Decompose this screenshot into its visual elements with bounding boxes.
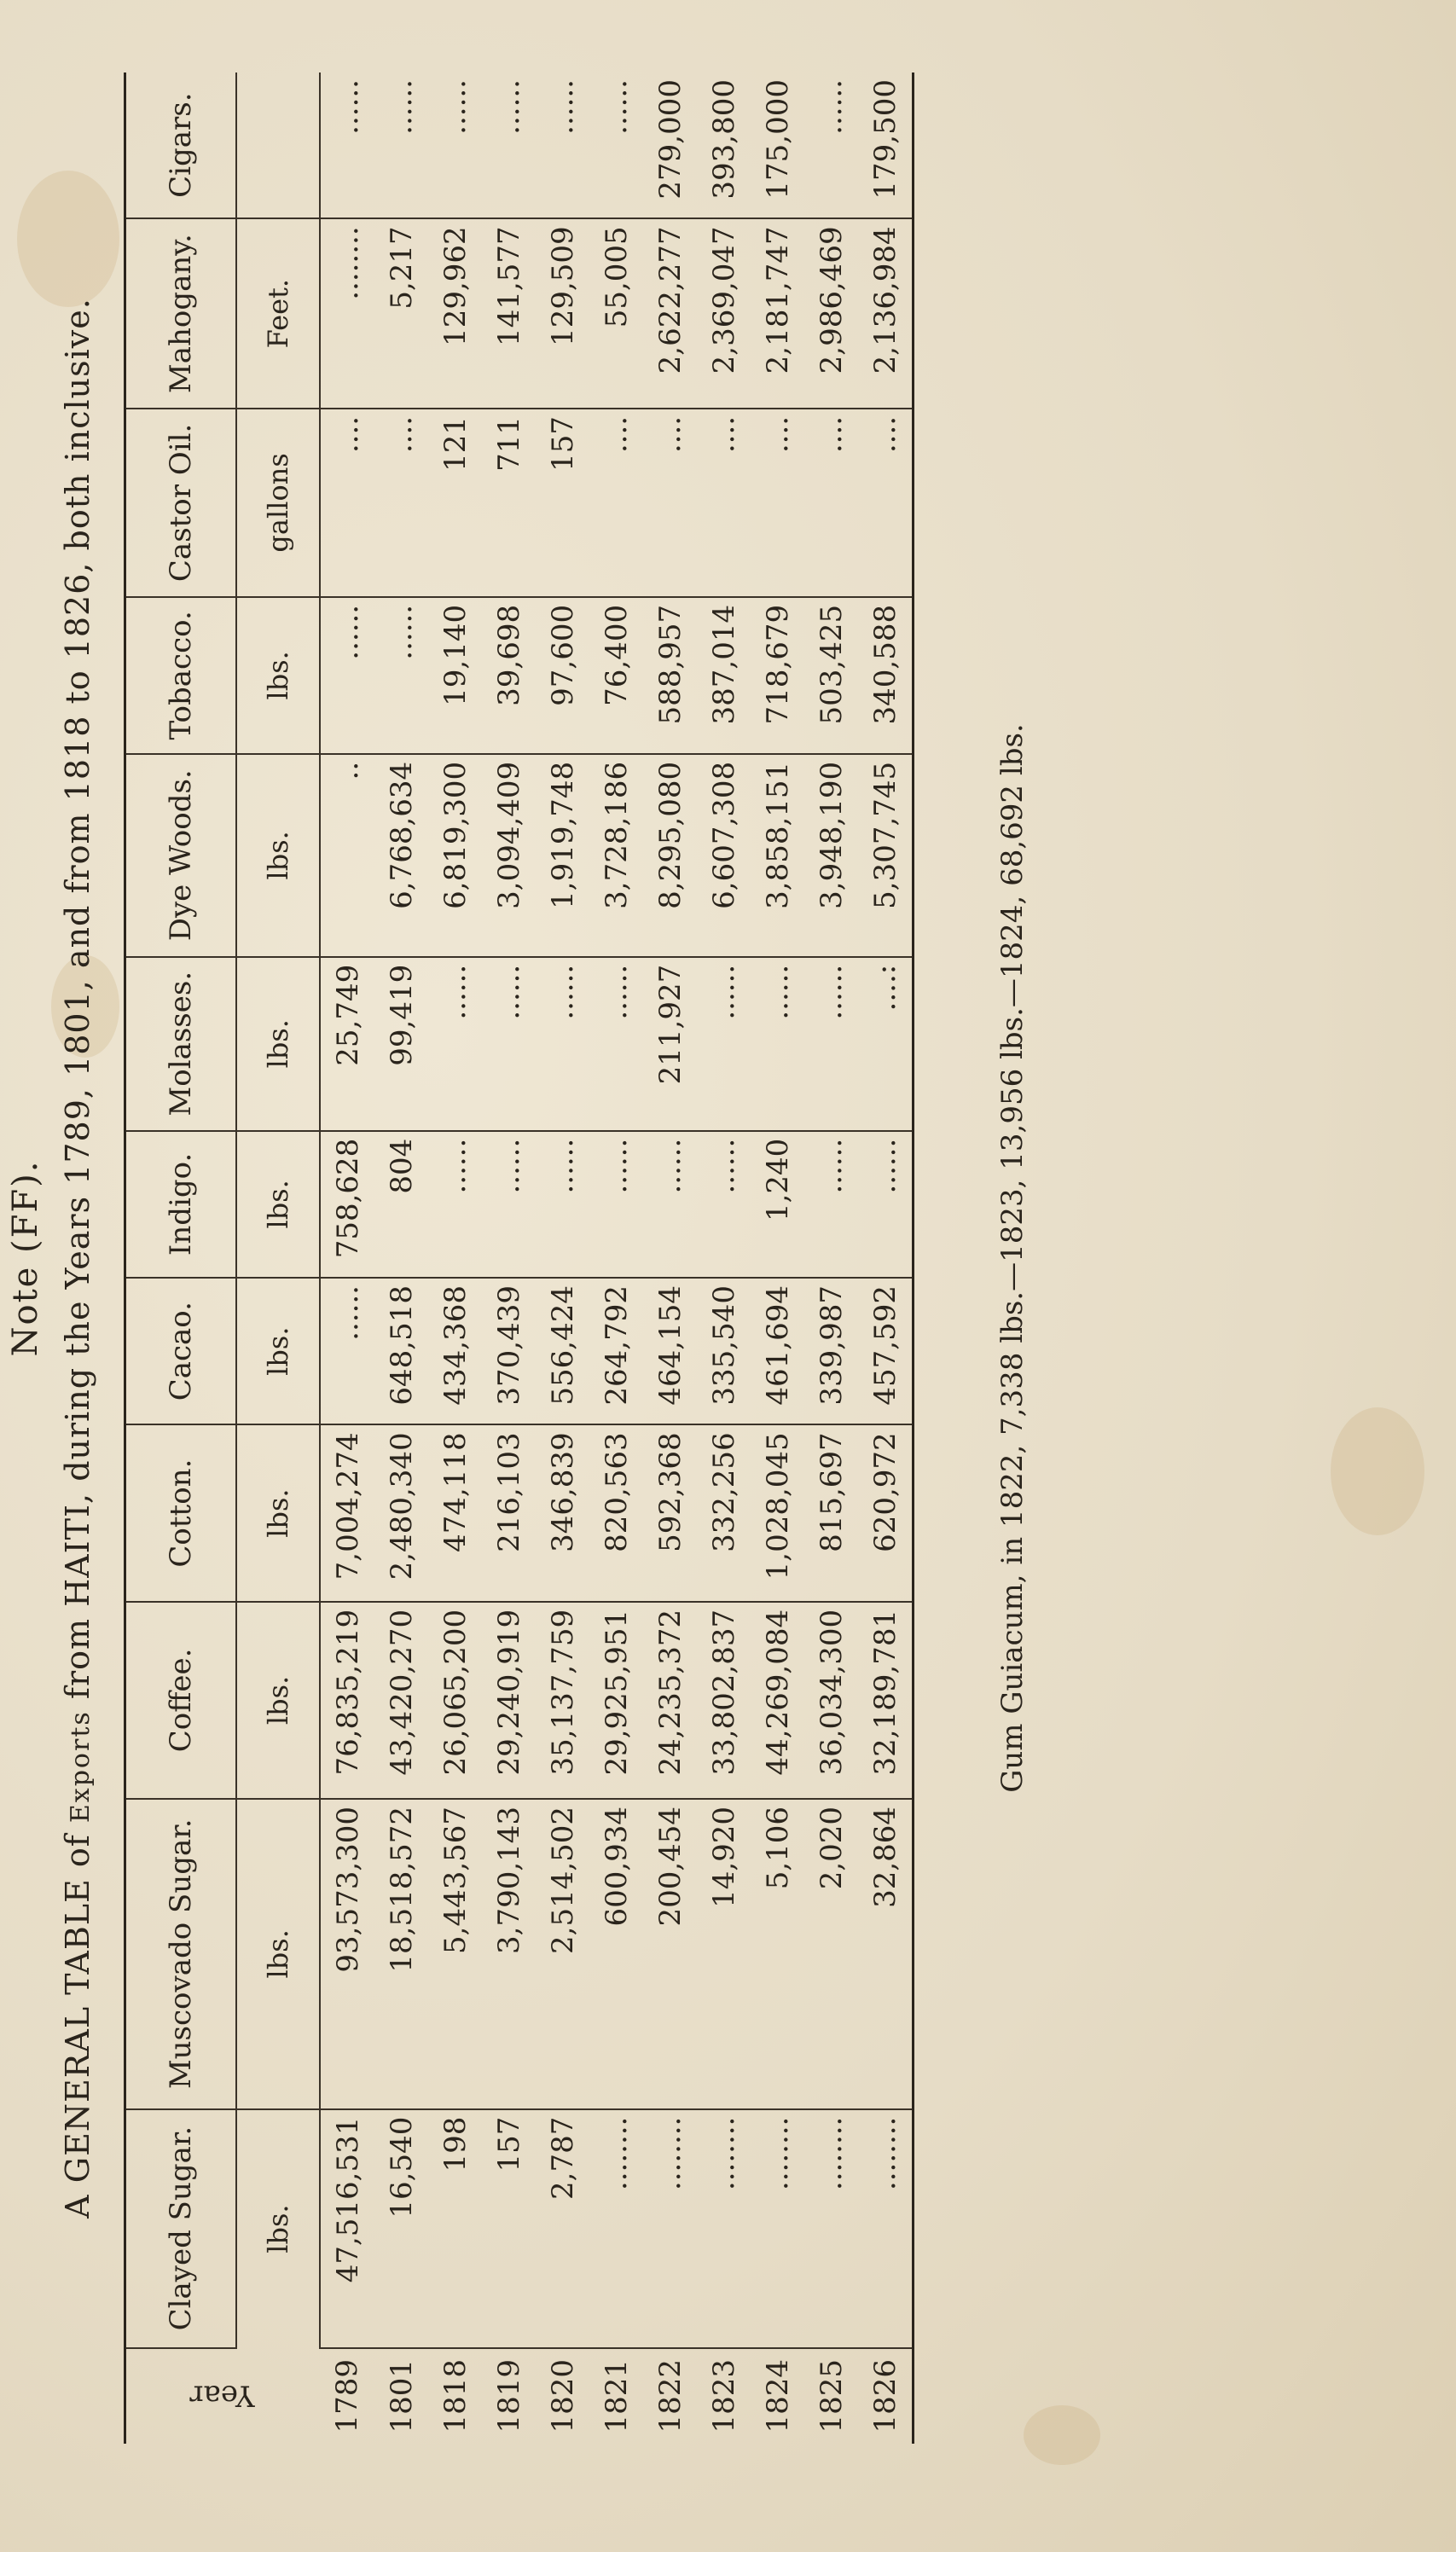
value-cell: 2,369,047 <box>697 218 751 409</box>
value-cell: 18,518,572 <box>374 1799 428 2109</box>
value-cell: .... <box>374 409 428 597</box>
note-title: Note (FF). <box>6 1159 45 1357</box>
value-cell: 3,790,143 <box>482 1799 536 2109</box>
value-cell: 16,540 <box>374 2109 428 2348</box>
column-unit: lbs. <box>236 1602 320 1799</box>
exports-table <box>124 72 914 2444</box>
value-cell: ........ <box>589 2109 643 2348</box>
rotated-content <box>6 38 1055 2478</box>
column-unit: lbs. <box>236 1131 320 1278</box>
value-cell: 279,000 <box>643 72 697 218</box>
column-header: Cotton. <box>125 1424 237 1602</box>
value-cell: 503,425 <box>804 597 858 754</box>
column-unit: lbs. <box>236 597 320 754</box>
value-cell: 24,235,372 <box>643 1602 697 1799</box>
value-cell: 556,424 <box>536 1278 589 1424</box>
column-unit: lbs. <box>236 1278 320 1424</box>
table-row <box>428 72 482 2444</box>
value-cell: 179,500 <box>858 72 914 218</box>
title-suffix: from HAITI, during the Years 1789, 1801, and from 1818 to 1826, both inclusive. <box>59 298 96 1700</box>
value-cell: 335,540 <box>697 1278 751 1424</box>
value-cell: 32,864 <box>858 1799 914 2109</box>
value-cell: 588,957 <box>643 597 697 754</box>
value-cell: 461,694 <box>751 1278 804 1424</box>
value-cell: 648,518 <box>374 1278 428 1424</box>
value-cell: 3,094,409 <box>482 754 536 957</box>
value-cell: .... <box>858 409 914 597</box>
value-cell: 44,269,084 <box>751 1602 804 1799</box>
value-cell: 200,454 <box>643 1799 697 2109</box>
year-cell: 1820 <box>545 2359 580 2433</box>
value-cell: ........ <box>751 2109 804 2348</box>
value-cell: 3,728,186 <box>589 754 643 957</box>
value-cell: 2,986,469 <box>804 218 858 409</box>
value-cell: 620,972 <box>858 1424 914 1602</box>
value-cell: ...... <box>428 1131 482 1278</box>
value-cell: 8,295,080 <box>643 754 697 957</box>
value-cell: ...... <box>536 957 589 1131</box>
value-cell: 198 <box>428 2109 482 2348</box>
value-cell: ...... <box>374 597 428 754</box>
value-cell: 6,607,308 <box>697 754 751 957</box>
value-cell: 7,004,274 <box>320 1424 374 1602</box>
value-cell: 474,118 <box>428 1424 482 1602</box>
value-cell: ...... <box>428 957 482 1131</box>
table-row <box>858 72 914 2444</box>
value-cell: 97,600 <box>536 597 589 754</box>
header-row-units <box>236 72 320 2444</box>
value-cell: ...... <box>428 72 482 218</box>
column-header: Castor Oil. <box>125 409 237 597</box>
column-header: Indigo. <box>125 1131 237 1278</box>
value-cell: ...... <box>804 1131 858 1278</box>
column-header: Year <box>125 2348 321 2444</box>
value-cell: ........ <box>643 2109 697 2348</box>
column-header: Cigars. <box>125 72 237 218</box>
value-cell: 820,563 <box>589 1424 643 1602</box>
column-header: Tobacco. <box>125 597 237 754</box>
footnote: Gum Guiacum, in 1822, 7,338 lbs.—1823, 13,956 lbs.—1824, 68,692 lbs. <box>995 723 1030 1793</box>
value-cell: 55,005 <box>589 218 643 409</box>
value-cell: 36,034,300 <box>804 1602 858 1799</box>
value-cell: .... <box>751 409 804 597</box>
value-cell: ...... <box>804 72 858 218</box>
table-row <box>804 72 858 2444</box>
value-cell: 6,819,300 <box>428 754 482 957</box>
column-header: Molasses. <box>125 957 237 1131</box>
title-prefix: A GENERAL TABLE of <box>59 1834 96 2218</box>
year-cell: 1825 <box>814 2359 849 2433</box>
value-cell: 346,839 <box>536 1424 589 1602</box>
column-unit: lbs. <box>236 754 320 957</box>
column-header: Coffee. <box>125 1602 237 1799</box>
value-cell: ........ <box>320 218 374 409</box>
value-cell: 6,768,634 <box>374 754 428 957</box>
value-cell: 2,181,747 <box>751 218 804 409</box>
table-body <box>320 72 914 2444</box>
column-header: Cacao. <box>125 1278 237 1424</box>
value-cell: .... <box>804 409 858 597</box>
value-cell: ...... <box>536 72 589 218</box>
value-cell: 2,020 <box>804 1799 858 2109</box>
column-unit <box>236 72 320 218</box>
column-header: Muscovado Sugar. <box>125 1799 237 2109</box>
year-cell: 1818 <box>438 2359 473 2433</box>
column-header: Dye Woods. <box>125 754 237 957</box>
value-cell: 76,400 <box>589 597 643 754</box>
year-cell: 1824 <box>760 2359 795 2433</box>
column-unit: lbs. <box>236 2109 320 2348</box>
value-cell: ....: <box>858 957 914 1131</box>
value-cell: ...... <box>536 1131 589 1278</box>
value-cell: 33,802,837 <box>697 1602 751 1799</box>
value-cell: 2,136,984 <box>858 218 914 409</box>
value-cell: ...... <box>858 1131 914 1278</box>
value-cell: 14,920 <box>697 1799 751 2109</box>
value-cell: 718,679 <box>751 597 804 754</box>
value-cell: 804 <box>374 1131 428 1278</box>
value-cell: 600,934 <box>589 1799 643 2109</box>
value-cell: 711 <box>482 409 536 597</box>
value-cell: 93,573,300 <box>320 1799 374 2109</box>
value-cell: 387,014 <box>697 597 751 754</box>
value-cell: 2,622,277 <box>643 218 697 409</box>
value-cell: 47,516,531 <box>320 2109 374 2348</box>
value-cell: 3,948,190 <box>804 754 858 957</box>
year-cell: 1789 <box>330 2359 364 2433</box>
value-cell: ........ <box>697 2109 751 2348</box>
value-cell: 339,987 <box>804 1278 858 1424</box>
value-cell: ...... <box>482 1131 536 1278</box>
value-cell: ........ <box>804 2109 858 2348</box>
value-cell: ...... <box>482 957 536 1131</box>
table-row <box>697 72 751 2444</box>
title-exports-word: Exports <box>66 1710 96 1824</box>
value-cell: 758,628 <box>320 1131 374 1278</box>
value-cell: ...... <box>804 957 858 1131</box>
value-cell: 32,189,781 <box>858 1602 914 1799</box>
value-cell: 5,106 <box>751 1799 804 2109</box>
value-cell: 29,925,951 <box>589 1602 643 1799</box>
value-cell: ...... <box>320 597 374 754</box>
value-cell: 2,787 <box>536 2109 589 2348</box>
year-cell: 1801 <box>384 2359 419 2433</box>
value-cell: 35,137,759 <box>536 1602 589 1799</box>
value-cell: 129,509 <box>536 218 589 409</box>
column-unit: lbs. <box>236 1799 320 2109</box>
value-cell: 141,577 <box>482 218 536 409</box>
value-cell: 592,368 <box>643 1424 697 1602</box>
stain-spot <box>1331 1407 1424 1535</box>
value-cell: 332,256 <box>697 1424 751 1602</box>
value-cell: 434,368 <box>428 1278 482 1424</box>
column-unit: lbs. <box>236 1424 320 1602</box>
value-cell: 464,154 <box>643 1278 697 1424</box>
value-cell: 29,240,919 <box>482 1602 536 1799</box>
table-row <box>589 72 643 2444</box>
column-header: Mahogany. <box>125 218 237 409</box>
year-cell: 1826 <box>858 2348 914 2444</box>
value-cell: ........ <box>858 2109 914 2348</box>
value-cell: 1,919,748 <box>536 754 589 957</box>
value-cell: ...... <box>589 72 643 218</box>
value-cell: ...... <box>482 72 536 218</box>
value-cell: 121 <box>428 409 482 597</box>
value-cell: 211,927 <box>643 957 697 1131</box>
value-cell: 393,800 <box>697 72 751 218</box>
table-row <box>320 72 374 2444</box>
table-row <box>536 72 589 2444</box>
value-cell: 2,514,502 <box>536 1799 589 2109</box>
value-cell: 370,439 <box>482 1278 536 1424</box>
column-unit: gallons <box>236 409 320 597</box>
value-cell: ...... <box>589 957 643 1131</box>
value-cell: ...... <box>589 1131 643 1278</box>
value-cell: .... <box>643 409 697 597</box>
value-cell: ...... <box>320 72 374 218</box>
value-cell: .... <box>589 409 643 597</box>
column-unit: lbs. <box>236 957 320 1131</box>
value-cell: 19,140 <box>428 597 482 754</box>
value-cell: ...... <box>751 957 804 1131</box>
value-cell: 43,420,270 <box>374 1602 428 1799</box>
header-row-names <box>125 72 237 2444</box>
value-cell: 264,792 <box>589 1278 643 1424</box>
value-cell: ...... <box>697 1131 751 1278</box>
value-cell: ...... <box>643 1131 697 1278</box>
value-cell: 5,217 <box>374 218 428 409</box>
value-cell: 5,443,567 <box>428 1799 482 2109</box>
column-unit: Feet. <box>236 218 320 409</box>
year-cell: 1821 <box>599 2359 634 2433</box>
value-cell: .... <box>320 409 374 597</box>
year-cell: 1822 <box>653 2359 687 2433</box>
value-cell: ...... <box>320 1278 374 1424</box>
table-row <box>374 72 428 2444</box>
table-row <box>643 72 697 2444</box>
value-cell: 26,065,200 <box>428 1602 482 1799</box>
table-row <box>751 72 804 2444</box>
value-cell: 129,962 <box>428 218 482 409</box>
value-cell: 99,419 <box>374 957 428 1131</box>
value-cell: 5,307,745 <box>858 754 914 957</box>
value-cell: ...... <box>374 72 428 218</box>
value-cell: 39,698 <box>482 597 536 754</box>
value-cell: .. <box>320 754 374 957</box>
value-cell: ...... <box>697 957 751 1131</box>
value-cell: 1,028,045 <box>751 1424 804 1602</box>
value-cell: 1,240 <box>751 1131 804 1278</box>
year-cell: 1819 <box>491 2359 526 2433</box>
year-cell: 1823 <box>706 2359 741 2433</box>
value-cell: 175,000 <box>751 72 804 218</box>
table-title <box>59 38 96 2478</box>
value-cell: 157 <box>482 2109 536 2348</box>
value-cell: 3,858,151 <box>751 754 804 957</box>
value-cell: .... <box>697 409 751 597</box>
value-cell: 2,480,340 <box>374 1424 428 1602</box>
table-row <box>482 72 536 2444</box>
value-cell: 216,103 <box>482 1424 536 1602</box>
column-header: Clayed Sugar. <box>125 2109 237 2348</box>
value-cell: 457,592 <box>858 1278 914 1424</box>
value-cell: 815,697 <box>804 1424 858 1602</box>
value-cell: 76,835,219 <box>320 1602 374 1799</box>
value-cell: 340,588 <box>858 597 914 754</box>
value-cell: 25,749 <box>320 957 374 1131</box>
value-cell: 157 <box>536 409 589 597</box>
